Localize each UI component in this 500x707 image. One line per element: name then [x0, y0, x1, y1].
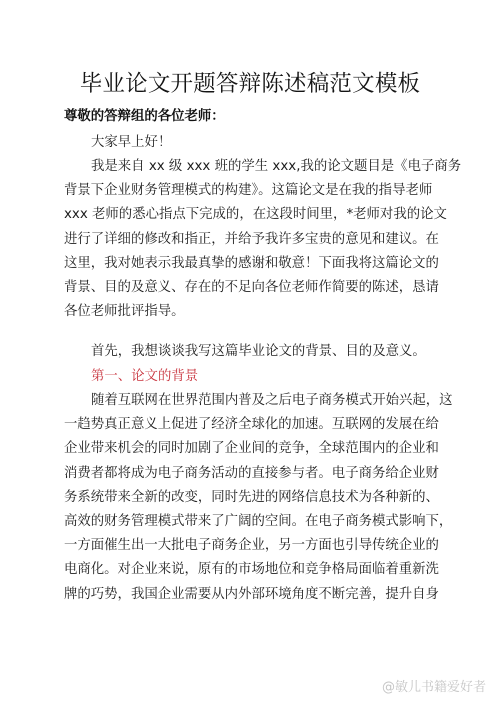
paragraph-line: 牌的巧势，我国企业需要从内外部环境角度不断完善，提升自身 — [64, 586, 439, 602]
paragraph-line: 电商化。对企业来说，原有的市场地位和竞争格局面临着重新洗 — [64, 562, 439, 578]
greeting-paragraph — [64, 131, 436, 155]
background-paragraph — [64, 389, 453, 607]
paragraph-line: 务系统带来全新的改变，同时先进的网络信息技术为各种新的、 — [64, 489, 439, 505]
paragraph-line: 随着互联网在世界范围内普及之后电子商务模式开始兴起，这 — [91, 393, 453, 408]
intro-paragraph — [64, 155, 462, 324]
purpose-paragraph — [64, 340, 436, 364]
watermark: @敏儿书籍爱好者 — [381, 680, 486, 695]
paragraph-line: 我是来自 xx 级 xxx 班的学生 xxx,我的论文题目是《电子商务 — [91, 159, 462, 174]
paragraph-line: xxx 老师的悉心指点下完成的，在这段时间里，*老师对我的论文 — [64, 207, 447, 223]
paragraph-line: 这里，我对她表示我最真挚的感谢和敬意！下面我将这篇论文的 — [64, 255, 439, 271]
paragraph-line: 一方面催生出一大批电子商务企业，另一方面也引导传统企业的 — [64, 538, 439, 554]
paragraph-line: 消费者都将成为电子商务活动的直接参与者。电子商务给企业财 — [64, 465, 439, 481]
paragraph-line: 背景下企业财务管理模式的构建》。这篇论文是在我的指导老师 — [64, 183, 433, 199]
paragraph-line: 企业带来机会的同时加剧了企业间的竞争，全球范围内的企业和 — [64, 441, 439, 457]
paragraph-line: 进行了详细的修改和指正，并给予我许多宝贵的意见和建议。在 — [64, 231, 439, 247]
paragraph-line: 各位老师批评指导。 — [64, 304, 185, 320]
greeting-line: 大家早上好！ — [91, 135, 172, 150]
section-heading: 第一、论文的背景 — [91, 369, 199, 384]
salutation: 尊敬的答辩组的各位老师： — [64, 109, 225, 124]
paragraph-line: 背景、目的及意义、存在的不足向各位老师作简要的陈述，恳请 — [64, 280, 439, 296]
paragraph-line: 高效的财务管理模式带来了广阔的空间。在电子商务模式影响下， — [64, 514, 453, 530]
document-title: 毕业论文开题答辩陈述稿范文模板 — [79, 71, 421, 97]
paragraph-line: 首先，我想谈谈我写这篇毕业论文的背景、目的及意义。 — [91, 344, 426, 359]
paragraph-line: 一趋势真正意义上促进了经济全球化的加速。互联网的发展在给 — [64, 417, 439, 433]
